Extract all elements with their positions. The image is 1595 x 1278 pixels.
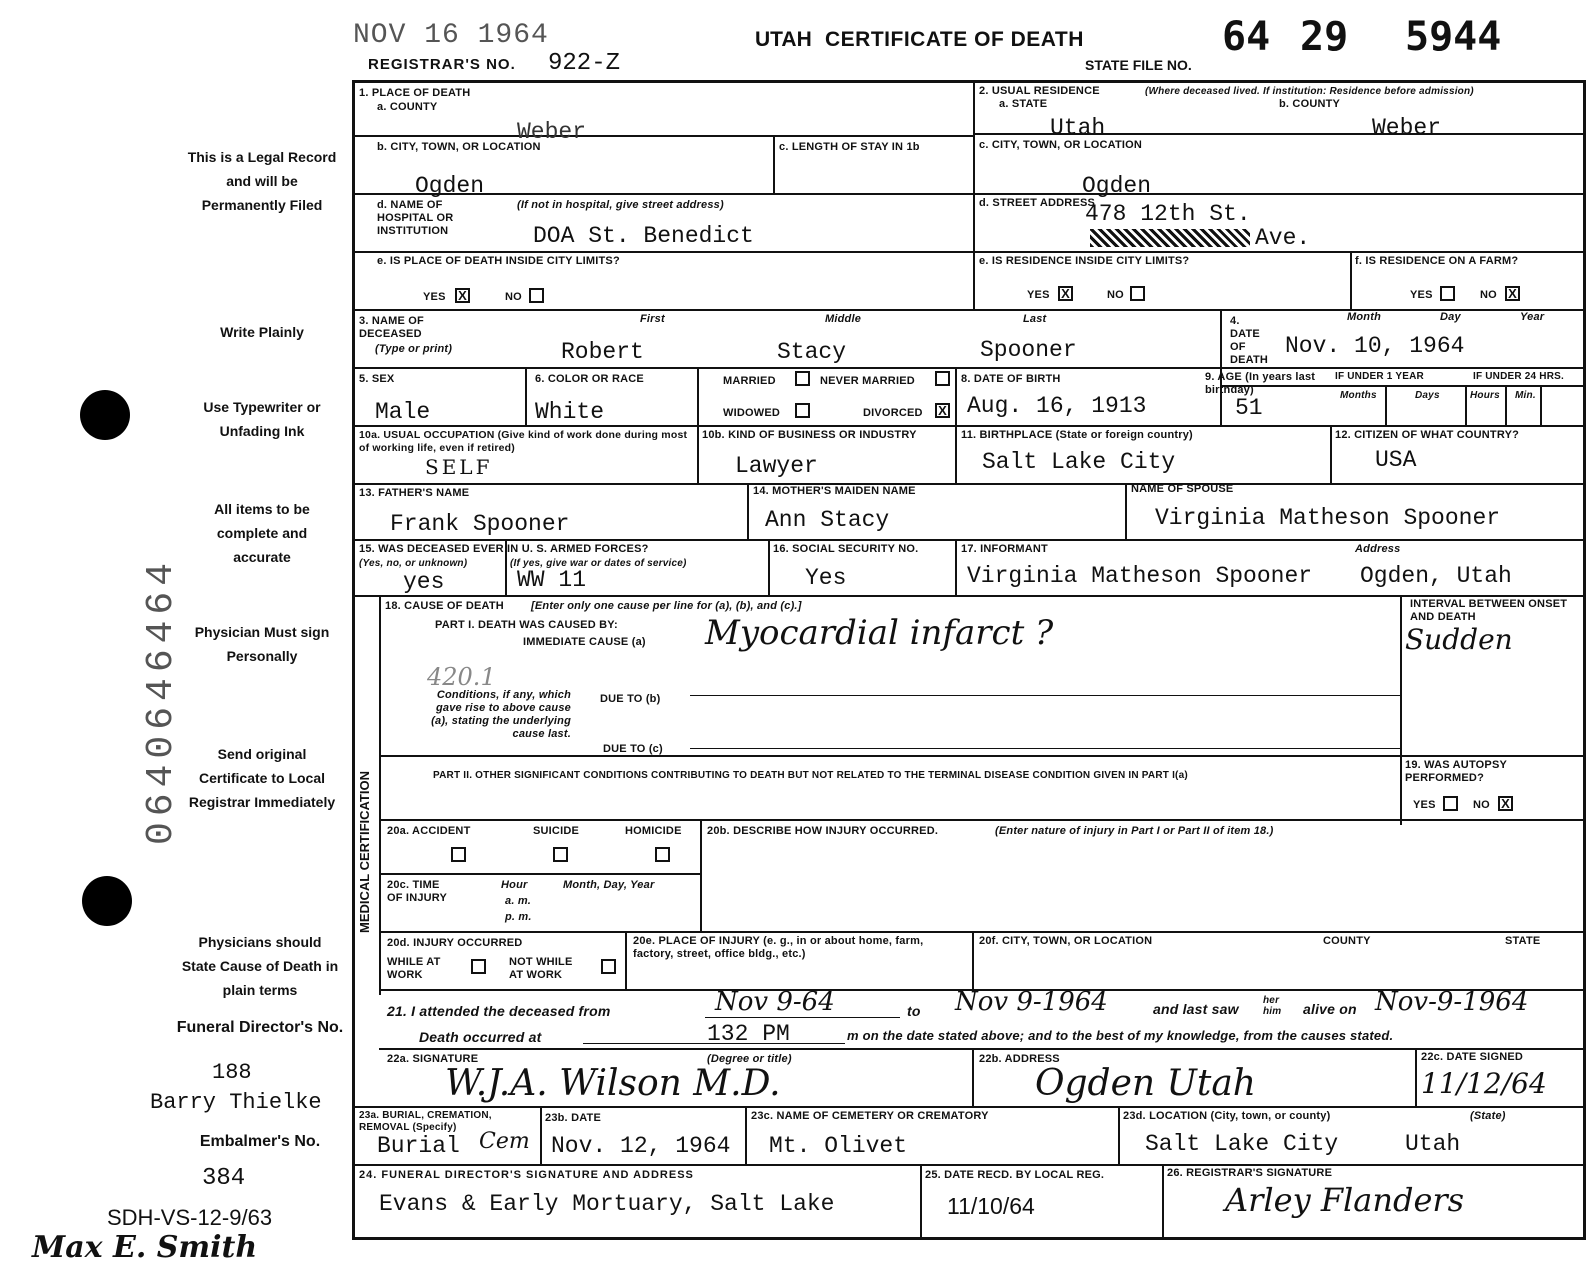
first-label: First: [640, 313, 665, 325]
physician-address: Ogden Utah: [1035, 1063, 1256, 1104]
title-state: UTAH: [755, 28, 812, 51]
res-inside-no-checkbox[interactable]: [1130, 286, 1145, 301]
attended-from: Nov 9-64: [715, 987, 835, 1017]
spouse-label: NAME OF SPOUSE: [1131, 483, 1234, 495]
burial-state-label: (State): [1470, 1110, 1506, 1122]
dod-day-label: Day: [1440, 311, 1461, 323]
armed-note: (Yes, no, or unknown): [359, 558, 468, 569]
armed-war-note: (If yes, give war or dates of service): [510, 558, 687, 569]
farm-label: f. IS RESIDENCE ON A FARM?: [1355, 255, 1519, 267]
months-label: Months: [1340, 390, 1377, 401]
punch-hole-bottom: [82, 876, 132, 926]
registrar-no: 922-Z: [548, 50, 621, 77]
last-label: Last: [1023, 313, 1047, 325]
birth-date-label: 8. DATE OF BIRTH: [961, 373, 1061, 385]
race-label: 6. COLOR OR RACE: [535, 373, 644, 385]
state-file-no-b: 29: [1300, 14, 1349, 60]
hospital-label: d. NAME OF HOSPITAL OR INSTITUTION: [377, 199, 454, 237]
residence-state-label: a. STATE: [999, 98, 1048, 110]
informant-name: Virginia Matheson Spooner: [967, 563, 1313, 589]
funeral-director-name: Barry Thielke: [150, 1090, 322, 1115]
father-label: 13. FATHER'S NAME: [359, 487, 470, 499]
date-stamp: NOV 16 1964: [353, 20, 549, 51]
state-file-no-c: 5944: [1405, 14, 1502, 60]
degree-label: (Degree or title): [707, 1053, 792, 1065]
birthplace-label: 11. BIRTHPLACE (State or foreign country): [961, 429, 1193, 441]
never-married-checkbox[interactable]: [935, 371, 950, 386]
am-label: a. m.: [505, 895, 532, 907]
injury-county-label: COUNTY: [1323, 935, 1371, 947]
burial-location: Salt Lake City: [1145, 1131, 1339, 1157]
residence-state: Utah: [1050, 115, 1106, 141]
note-cause-plain: Physicians should State Cause of Death in plain terms: [181, 934, 339, 998]
res-inside-yes-checkbox[interactable]: X: [1058, 286, 1073, 301]
place-of-injury-label: 20e. PLACE OF INJURY (e. g., in or about home, farm, factory, street, office bldg., etc.): [633, 935, 924, 960]
burial-location-label: 23d. LOCATION (City, town, or county): [1123, 1110, 1331, 1122]
birth-date: Aug. 16, 1913: [967, 393, 1147, 419]
married-checkbox[interactable]: [795, 371, 810, 386]
physician-signature: W.J.A. Wilson M.D.: [445, 1063, 781, 1104]
suicide-label: SUICIDE: [533, 825, 580, 837]
under-1-year-label: IF UNDER 1 YEAR: [1335, 371, 1424, 382]
mother-label: 14. MOTHER'S MAIDEN NAME: [753, 485, 916, 497]
hour-label: Hour: [501, 879, 528, 891]
farm-no-checkbox[interactable]: X: [1505, 286, 1520, 301]
residence-city-label: c. CITY, TOWN, OR LOCATION: [979, 139, 1143, 151]
immediate-cause-label: IMMEDIATE CAUSE (a): [523, 636, 646, 648]
occupation-value: SELF: [425, 455, 493, 479]
days-label: Days: [1415, 390, 1440, 401]
res-inside-label: e. IS RESIDENCE INSIDE CITY LIMITS?: [979, 255, 1190, 267]
citizen-label: 12. CITIZEN OF WHAT COUNTRY?: [1335, 429, 1520, 441]
dod-year-label: Year: [1520, 311, 1545, 323]
business-label: 10b. KIND OF BUSINESS OR INDUSTRY: [702, 429, 917, 441]
date-of-death: Nov. 10, 1964: [1285, 333, 1465, 359]
struck-street: [1090, 229, 1250, 247]
knowledge-statement: m on the date stated above; and to the best of my knowledge, from the causes stated.: [847, 1028, 1394, 1043]
suicide-checkbox[interactable]: [553, 847, 568, 862]
disease-code: 420.1: [427, 663, 496, 691]
farm-yes-label: YES: [1410, 289, 1433, 301]
time-of-injury-label: 20c. TIME OF INJURY: [387, 879, 448, 904]
not-while-at-work-checkbox[interactable]: [601, 959, 616, 974]
informant-label: 17. INFORMANT: [961, 543, 1048, 555]
length-of-stay-label: c. LENGTH OF STAY IN 1b: [779, 141, 920, 153]
middle-label: Middle: [825, 313, 862, 325]
burial-value-2: Cem: [479, 1129, 530, 1154]
father-name: Frank Spooner: [390, 511, 570, 537]
note-typewriter: Use Typewriter or Unfading Ink: [203, 399, 321, 439]
date-signed: 11/12/64: [1421, 1067, 1547, 1100]
burial-date: Nov. 12, 1964: [551, 1133, 731, 1159]
certificate-form: [352, 80, 1586, 1240]
date-signed-label: 22c. DATE SIGNED: [1421, 1051, 1524, 1063]
accident-label: 20a. ACCIDENT: [387, 825, 471, 837]
not-while-at-work-label: NOT WHILE AT WORK: [509, 956, 573, 981]
divorced-label: DIVORCED: [863, 407, 923, 419]
injury-city-label: 20f. CITY, TOWN, OR LOCATION: [979, 935, 1153, 947]
while-at-work-checkbox[interactable]: [471, 959, 486, 974]
immediate-cause-value: Myocardial infarct ?: [705, 613, 1054, 653]
deceased-name-note: (Type or print): [375, 343, 453, 355]
burial-state: Utah: [1405, 1131, 1461, 1157]
residence-label: 2. USUAL RESIDENCE: [979, 85, 1100, 97]
residence-street-ave: Ave.: [1255, 225, 1311, 251]
ssn-label: 16. SOCIAL SECURITY NO.: [773, 543, 919, 555]
residence-county-label: b. COUNTY: [1279, 98, 1341, 110]
note-physician: Physician Must sign Personally: [194, 624, 330, 664]
signature-label: 22a. SIGNATURE: [387, 1053, 479, 1065]
funeral-director-no: 188: [212, 1060, 252, 1085]
death-county: Weber: [517, 119, 587, 145]
alive-on-date: Nov-9-1964: [1375, 987, 1529, 1017]
ssn-value: Yes: [805, 565, 847, 591]
registrar-signature-left: Max E. Smith: [32, 1230, 258, 1265]
vertical-serial-number: 0640646464: [140, 556, 183, 845]
residence-county: Weber: [1372, 115, 1442, 141]
to-label: to: [907, 1003, 921, 1019]
war-value: WW 11: [517, 567, 587, 593]
county-label: a. COUNTY: [377, 101, 438, 113]
inside-yes-label: YES: [423, 291, 446, 303]
part1-label: PART I. DEATH WAS CAUSED BY:: [435, 619, 618, 631]
her-him-label: her him: [1263, 995, 1282, 1017]
death-occurred-label: Death occurred at: [419, 1029, 542, 1045]
divorced-checkbox[interactable]: X: [935, 403, 950, 418]
note-write-plainly: Write Plainly: [220, 324, 304, 340]
date-of-death-label: 4. DATE OF DEATH: [1230, 315, 1269, 366]
burial-label: 23a. BURIAL, CREMATION, REMOVAL (Specify): [359, 1110, 492, 1133]
local-registrar-sig-label: 26. REGISTRAR'S SIGNATURE: [1167, 1167, 1333, 1179]
date-received: 11/10/64: [947, 1193, 1035, 1219]
farm-no-label: NO: [1480, 289, 1497, 301]
informant-address-label: Address: [1355, 543, 1401, 555]
age-label: 9. AGE (In years last birthday): [1205, 371, 1316, 396]
medical-certification-label: MEDICAL CERTIFICATION: [357, 770, 372, 933]
note-legal-record: This is a Legal Record and will be Permanently Filed: [187, 149, 337, 213]
spouse-name: Virginia Matheson Spooner: [1155, 505, 1501, 531]
residence-note: (Where deceased lived. If institution: Residence before admission): [1145, 86, 1474, 97]
citizen-value: USA: [1375, 447, 1417, 473]
local-registrar-signature: Arley Flanders: [1225, 1181, 1465, 1219]
homicide-checkbox[interactable]: [655, 847, 670, 862]
deceased-name-label: 3. NAME OF DECEASED: [359, 315, 424, 340]
autopsy-yes-checkbox[interactable]: [1443, 796, 1458, 811]
widowed-checkbox[interactable]: [795, 403, 810, 418]
res-inside-yes-label: YES: [1027, 289, 1050, 301]
cemetery-name: Mt. Olivet: [769, 1133, 908, 1159]
street-label: d. STREET ADDRESS: [979, 197, 1096, 209]
due-to-b-label: DUE TO (b): [600, 693, 661, 705]
alive-on-label: alive on: [1303, 1001, 1357, 1017]
funeral-director-sig-label: 24. FUNERAL DIRECTOR'S SIGNATURE AND ADDRESS: [359, 1169, 694, 1181]
residence-city: Ogden: [1082, 173, 1152, 199]
injury-note: (Enter nature of injury in Part I or Part II of item 18.): [995, 825, 1274, 837]
deceased-first-name: Robert: [561, 339, 644, 365]
hours-label: Hours: [1470, 390, 1500, 401]
deceased-middle-name: Stacy: [777, 339, 847, 365]
pm-label: p. m.: [505, 911, 532, 923]
punch-hole-top: [80, 390, 130, 440]
form-code: SDH-VS-12-9/63: [107, 1205, 273, 1230]
autopsy-no-checkbox[interactable]: X: [1498, 796, 1513, 811]
injury-occurred-label: 20d. INJURY OCCURRED: [387, 937, 523, 949]
never-married-label: NEVER MARRIED: [820, 375, 915, 387]
married-label: MARRIED: [723, 375, 776, 387]
burial-value: Burial: [377, 1133, 460, 1159]
attended-label: 21. I attended the deceased from: [387, 1003, 611, 1019]
cemetery-label: 23c. NAME OF CEMETERY OR CREMATORY: [751, 1110, 989, 1122]
embalmer-label: Embalmer's No.: [199, 1133, 321, 1150]
embalmer-no: 384: [202, 1165, 246, 1192]
widowed-label: WIDOWED: [723, 407, 781, 419]
inside-city-label: e. IS PLACE OF DEATH INSIDE CITY LIMITS?: [377, 255, 620, 267]
under-24-hrs-label: IF UNDER 24 HRS.: [1473, 371, 1564, 382]
residence-street: 478 12th St.: [1085, 201, 1251, 227]
due-to-c-label: DUE TO (c): [603, 743, 663, 755]
death-time: 132 PM: [707, 1021, 790, 1047]
informant-address: Ogden, Utah: [1360, 563, 1512, 589]
autopsy-label: 19. WAS AUTOPSY PERFORMED?: [1405, 759, 1507, 784]
interval-value: Sudden: [1405, 623, 1513, 656]
res-inside-no-label: NO: [1107, 289, 1124, 301]
physician-address-label: 22b. ADDRESS: [979, 1053, 1060, 1065]
burial-date-label: 23b. DATE: [545, 1112, 601, 1124]
mother-name: Ann Stacy: [765, 507, 890, 533]
homicide-label: HOMICIDE: [625, 825, 682, 837]
injury-description-label: 20b. DESCRIBE HOW INJURY OCCURRED.: [707, 825, 939, 837]
birthplace-value: Salt Lake City: [982, 449, 1176, 475]
accident-checkbox[interactable]: [451, 847, 466, 862]
cause-note: [Enter only one cause per line for (a), (b), and (c).]: [531, 600, 802, 612]
armed-value: yes: [403, 569, 445, 595]
interval-label: INTERVAL BETWEEN ONSET AND DEATH: [1410, 598, 1568, 623]
page-title: CERTIFICATE OF DEATH: [825, 28, 1084, 51]
autopsy-no-label: NO: [1473, 799, 1490, 811]
death-city: Ogden: [415, 173, 485, 199]
state-file-no-a: 64: [1222, 14, 1271, 60]
date-received-label: 25. DATE RECD. BY LOCAL REG.: [925, 1169, 1105, 1181]
while-at-work-label: WHILE AT WORK: [387, 956, 441, 981]
conditions-note: Conditions, if any, which gave rise to above cause (a), stating the underlying cause last.: [431, 689, 571, 740]
death-city-label: b. CITY, TOWN, OR LOCATION: [377, 141, 541, 153]
state-file-label: STATE FILE NO.: [1085, 57, 1192, 73]
note-send-original: Send original Certificate to Local Registrar Immediately: [188, 746, 336, 810]
deceased-last-name: Spooner: [980, 337, 1077, 363]
funeral-director-label: Funeral Director's No.: [176, 1019, 344, 1036]
business-value: Lawyer: [735, 453, 818, 479]
hospital-note: (If not in hospital, give street address): [517, 199, 724, 211]
autopsy-yes-label: YES: [1413, 799, 1436, 811]
funeral-director-name-address: Evans & Early Mortuary, Salt Lake: [379, 1191, 835, 1217]
inside-no-label: NO: [505, 291, 522, 303]
occupation-label: 10a. USUAL OCCUPATION (Give kind of work done during most of working life, even if retired): [359, 429, 688, 454]
inside-yes-checkbox[interactable]: X: [455, 288, 470, 303]
cause-of-death-label: 18. CAUSE OF DEATH: [385, 600, 504, 612]
mdy-label: Month, Day, Year: [563, 879, 655, 891]
attended-to: Nov 9-1964: [955, 987, 1108, 1017]
part2-label: PART II. OTHER SIGNIFICANT CONDITIONS CONTRIBUTING TO DEATH BUT NOT RELATED TO THE TERMINAL DISEASE CONDITION GIVEN IN PART I(a): [433, 770, 1188, 781]
armed-forces-label: 15. WAS DECEASED EVER IN U. S. ARMED FORCES?: [359, 543, 649, 555]
injury-state-label: STATE: [1505, 935, 1541, 947]
hospital-name: DOA St. Benedict: [533, 223, 754, 249]
sex-value: Male: [375, 399, 431, 425]
inside-no-checkbox[interactable]: [529, 288, 544, 303]
note-complete: All items to be complete and accurate: [214, 501, 310, 565]
age-value: 51: [1235, 395, 1263, 421]
place-of-death-label: 1. PLACE OF DEATH: [359, 87, 471, 99]
dod-month-label: Month: [1347, 311, 1381, 323]
sex-label: 5. SEX: [359, 373, 395, 385]
farm-yes-checkbox[interactable]: [1440, 286, 1455, 301]
last-saw-label: and last saw: [1153, 1001, 1239, 1017]
race-value: White: [535, 399, 605, 425]
min-label: Min.: [1515, 390, 1536, 401]
registrar-label: REGISTRAR'S NO.: [368, 56, 516, 73]
